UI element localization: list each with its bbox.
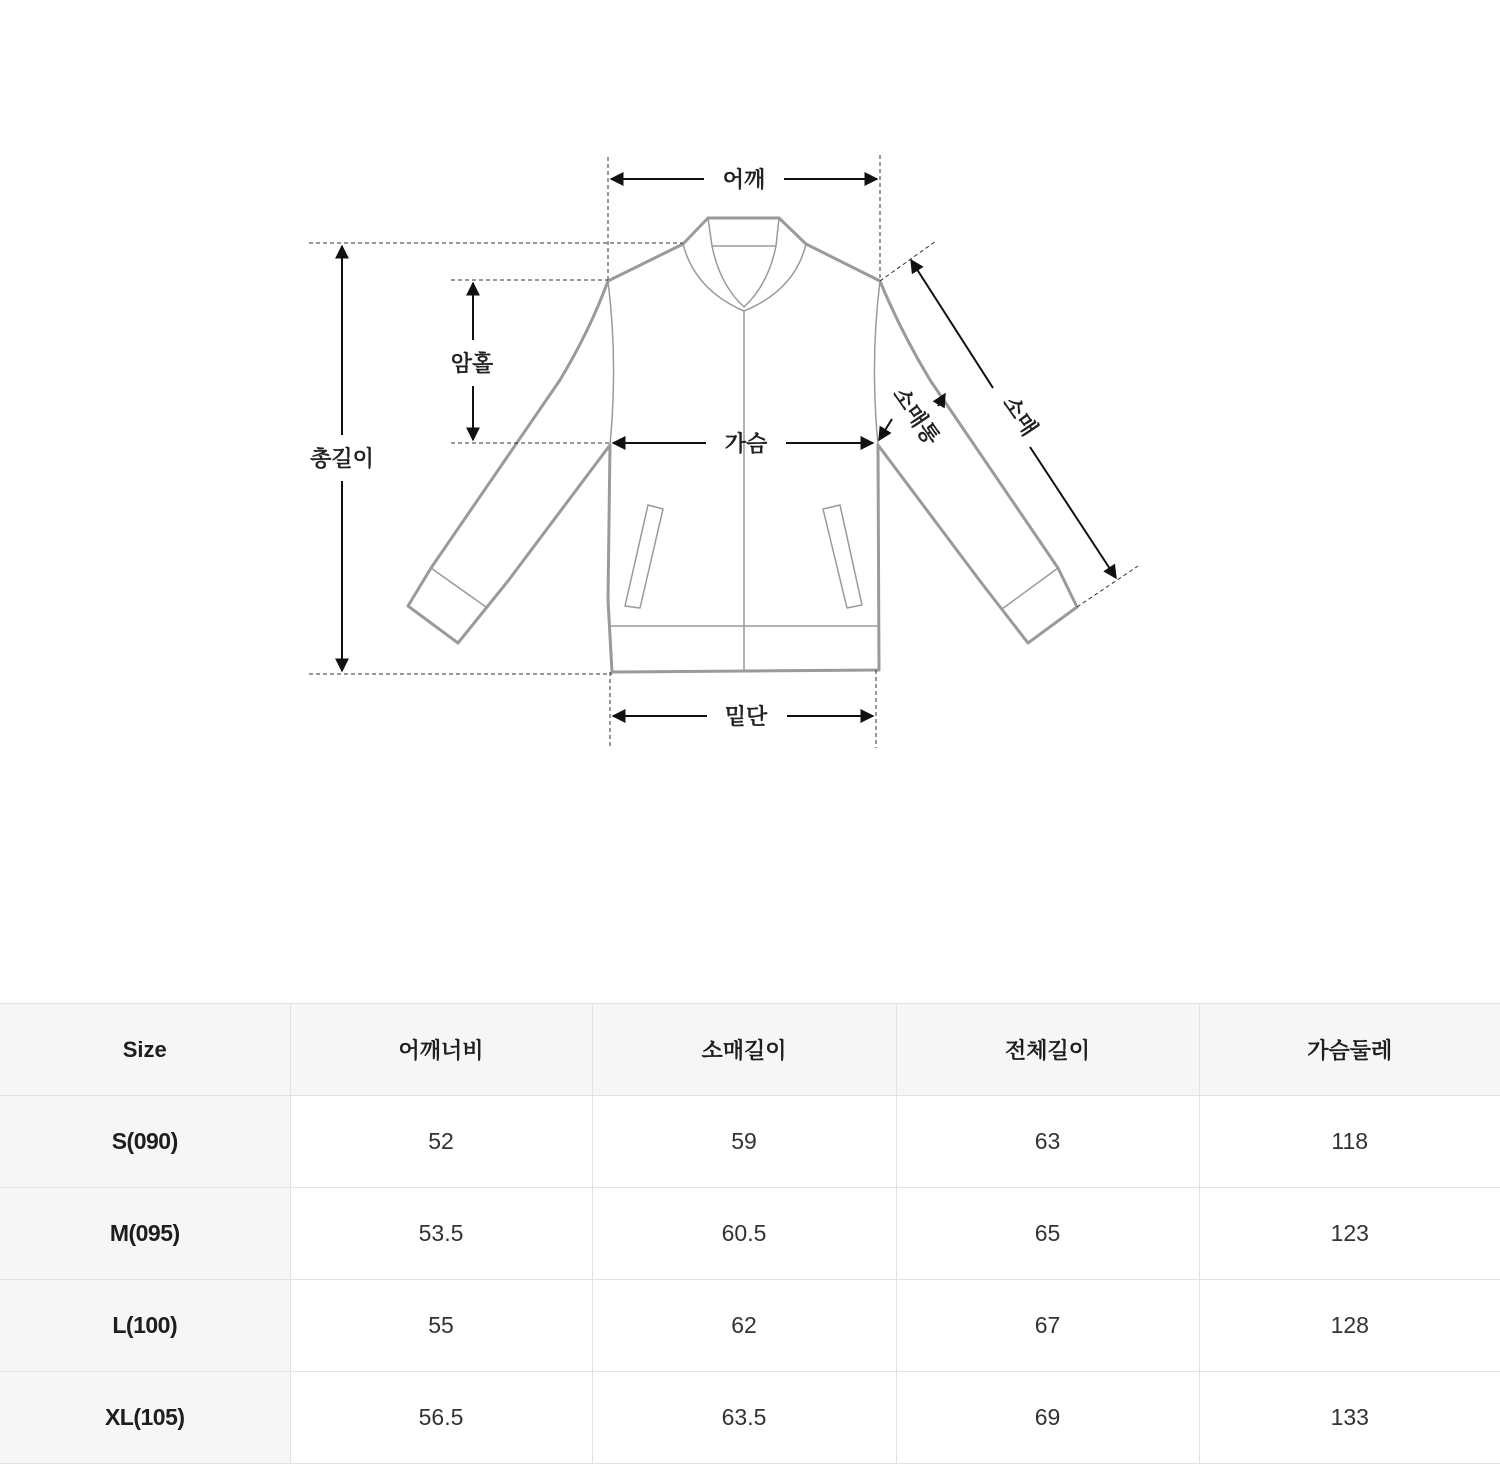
value-cell: 118 [1199, 1096, 1500, 1188]
size-cell: M(095) [0, 1188, 290, 1280]
table-row [0, 1280, 1500, 1372]
label-shoulder: 어깨 [722, 168, 766, 193]
left-side-seam [608, 281, 614, 445]
header-size: Size [0, 1004, 290, 1096]
value-cell: 55 [290, 1280, 592, 1372]
header-shoulder-width: 어깨너비 [290, 1004, 592, 1096]
label-sleeve: 소매 [997, 391, 1042, 441]
table-row [0, 1372, 1500, 1464]
value-cell: 52 [290, 1096, 592, 1188]
collar-v [712, 246, 776, 307]
value-cell: 128 [1199, 1280, 1500, 1372]
label-total-length: 총길이 [310, 447, 374, 472]
label-sleeve-width: 소매통 [887, 382, 944, 450]
right-side-seam [874, 281, 880, 445]
sleeve-arrow-down [1030, 447, 1116, 578]
header-sleeve-length: 소매길이 [592, 1004, 896, 1096]
size-cell: S(090) [0, 1096, 290, 1188]
value-cell: 56.5 [290, 1372, 592, 1464]
value-cell: 53.5 [290, 1188, 592, 1280]
value-cell: 63.5 [592, 1372, 896, 1464]
table-row [0, 1096, 1500, 1188]
value-cell: 59 [592, 1096, 896, 1188]
size-cell: XL(105) [0, 1372, 290, 1464]
value-cell: 133 [1199, 1372, 1500, 1464]
left-cuff [431, 568, 486, 607]
left-pocket [625, 505, 663, 608]
label-hem: 밑단 [724, 705, 768, 730]
sleeve-width-arrow-down [879, 419, 892, 440]
guide-lines [309, 155, 1138, 748]
header-total-length: 전체길이 [896, 1004, 1199, 1096]
value-cell: 123 [1199, 1188, 1500, 1280]
value-cell: 62 [592, 1280, 896, 1372]
size-table [0, 1003, 1500, 1464]
header-chest: 가슴둘레 [1199, 1004, 1500, 1096]
label-chest: 가슴 [724, 432, 768, 457]
label-armhole: 암홀 [450, 352, 494, 377]
value-cell: 60.5 [592, 1188, 896, 1280]
table-header-row [0, 1004, 1500, 1096]
value-cell: 65 [896, 1188, 1199, 1280]
collar [683, 244, 806, 311]
size-cell: L(100) [0, 1280, 290, 1372]
right-cuff [1002, 568, 1058, 609]
value-cell: 63 [896, 1096, 1199, 1188]
right-pocket [823, 505, 862, 608]
table-row [0, 1188, 1500, 1280]
collar-inner [708, 218, 779, 246]
value-cell: 69 [896, 1372, 1199, 1464]
value-cell: 67 [896, 1280, 1199, 1372]
